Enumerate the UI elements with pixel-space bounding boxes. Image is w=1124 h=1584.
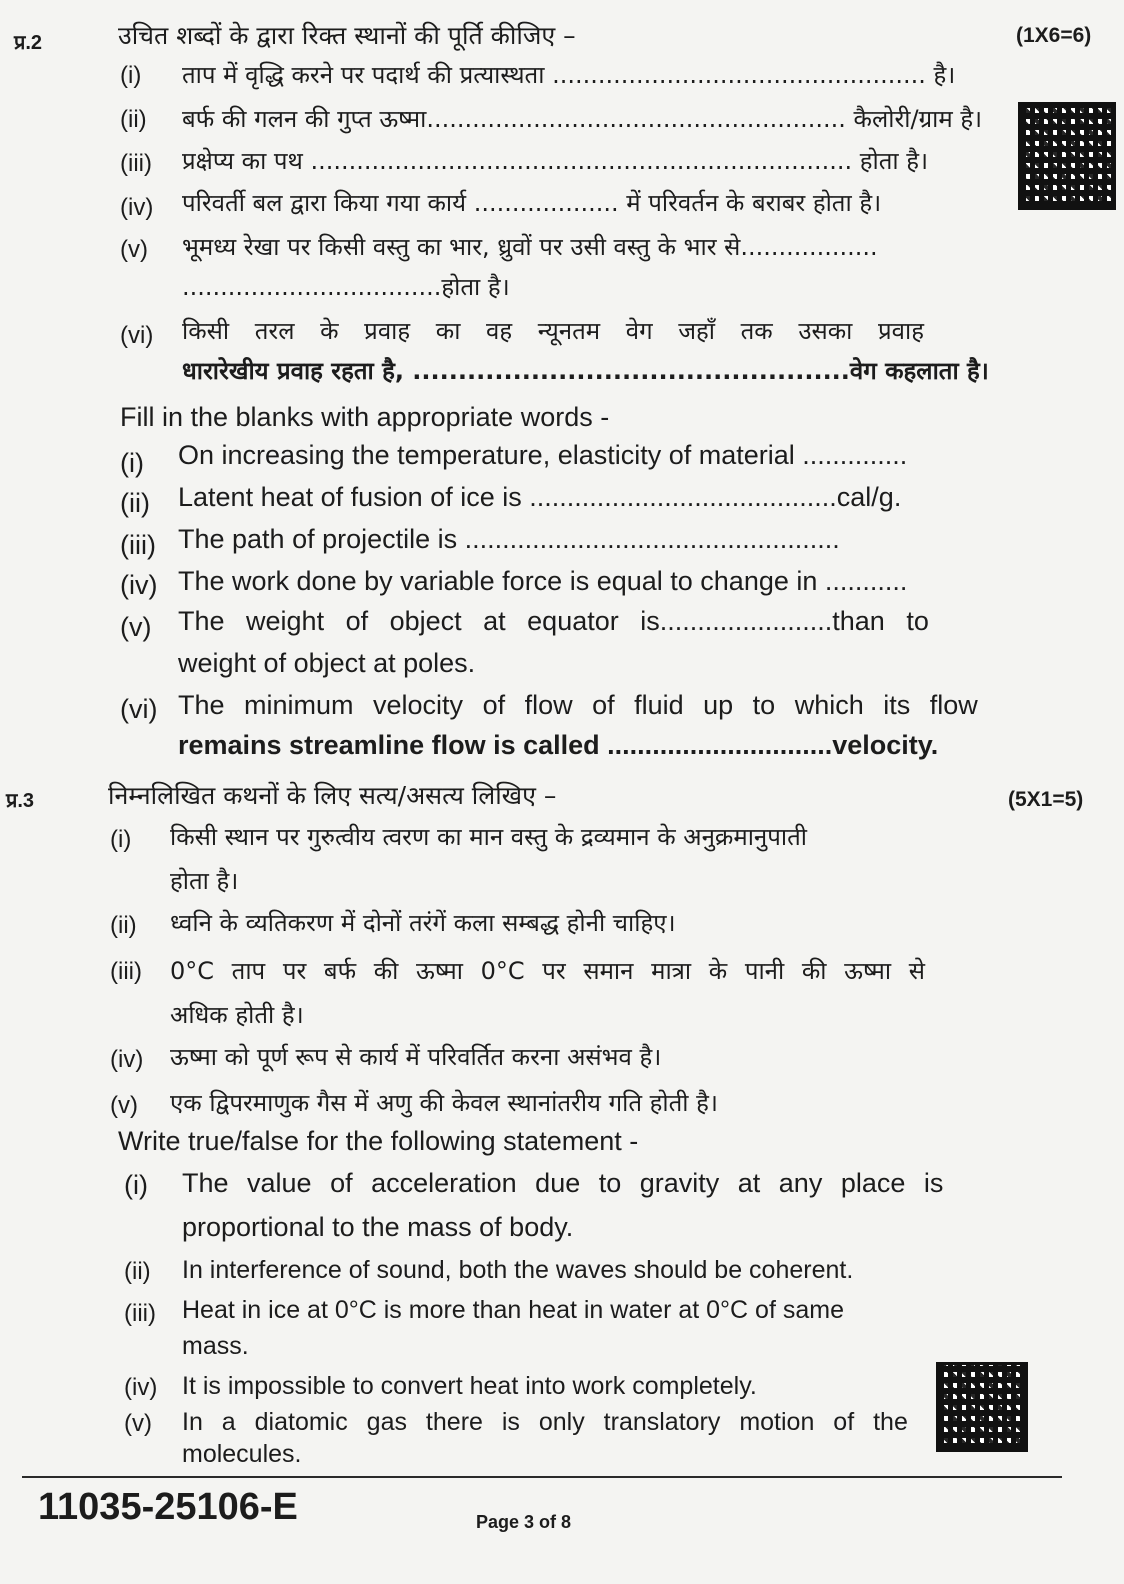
q2-en-item-num: (i) bbox=[120, 448, 144, 478]
q2-en-item-text: Latent heat of fusion of ice is .........................................cal/g. bbox=[178, 482, 902, 512]
q3-en-item-text: It is impossible to convert heat into work completely. bbox=[182, 1372, 757, 1400]
q2-title-hindi: उचित शब्दों के द्वारा रिक्त स्थानों की पूर्ति कीजिए – bbox=[118, 21, 576, 50]
q2-hi-item-num: (vi) bbox=[120, 322, 154, 349]
q2-hi-item-text: भूमध्य रेखा पर किसी वस्तु का भार, ध्रुवों पर उसी वस्तु के भार से.................. bbox=[182, 233, 878, 261]
q3-hi-item-text: किसी स्थान पर गुरुत्वीय त्वरण का मान वस्तु के द्रव्यमान के अनुक्रमानुपाती bbox=[170, 823, 807, 851]
q3-marks: (5X1=5) bbox=[1008, 788, 1084, 811]
q3-en-item-num: (iv) bbox=[124, 1374, 158, 1401]
q3-hi-item-text: एक द्विपरमाणुक गैस में अणु की केवल स्थानांतरीय गति होती है। bbox=[170, 1089, 718, 1117]
qr-code-icon bbox=[1018, 102, 1116, 210]
q3-en-item-continuation: proportional to the mass of body. bbox=[182, 1212, 574, 1242]
question-number-3: प्र.3 bbox=[6, 790, 35, 812]
q2-en-item-text: The work done by variable force is equal to change in ........... bbox=[178, 566, 908, 596]
q3-en-item-num: (v) bbox=[124, 1410, 152, 1437]
qr-code-icon bbox=[936, 1362, 1028, 1452]
q3-hi-item-continuation: अधिक होती है। bbox=[170, 1001, 304, 1029]
q3-hi-item-num: (iv) bbox=[110, 1046, 144, 1073]
q2-en-item-continuation: remains streamline flow is called ..............................velocity. bbox=[178, 730, 939, 760]
q3-en-item-text: Heat in ice at 0°C is more than heat in water at 0°C of same bbox=[182, 1296, 844, 1324]
q2-hi-item-num: (i) bbox=[120, 62, 142, 89]
q2-en-item-text: The path of projectile is .................................................. bbox=[178, 524, 840, 554]
q2-en-item-num: (iv) bbox=[120, 570, 158, 600]
q3-hi-item-num: (i) bbox=[110, 826, 132, 853]
q2-en-item-continuation: weight of object at poles. bbox=[178, 648, 476, 678]
q3-hi-item-text: ध्वनि के व्यतिकरण में दोनों तरंगें कला सम्बद्ध होनी चाहिए। bbox=[170, 909, 676, 937]
q2-hi-item-num: (iii) bbox=[120, 150, 152, 177]
q2-en-item-text: The weight of object at equator is.......................than to bbox=[178, 606, 929, 636]
q3-title-english: Write true/false for the following statement - bbox=[118, 1126, 639, 1156]
q2-hi-item-text: बर्फ की गलन की गुप्त ऊष्मा....................................................... कैलोरी/ग्राम है। bbox=[182, 105, 983, 133]
q2-en-item-text: The minimum velocity of flow of fluid up to which its flow bbox=[178, 690, 978, 720]
paper-code: 11035-25106-E bbox=[38, 1486, 298, 1528]
q2-hi-item-continuation: ..................................होता है। bbox=[182, 273, 510, 301]
q3-hi-item-num: (ii) bbox=[110, 912, 137, 939]
q2-hi-item-num: (ii) bbox=[120, 106, 147, 133]
q3-en-item-num: (iii) bbox=[124, 1300, 156, 1327]
q2-hi-item-num: (v) bbox=[120, 236, 148, 263]
q3-hi-item-text: 0°C ताप पर बर्फ की ऊष्मा 0°C पर समान मात्रा के पानी की ऊष्मा से bbox=[170, 957, 925, 985]
q2-title-english: Fill in the blanks with appropriate words - bbox=[120, 402, 610, 432]
q2-marks: (1X6=6) bbox=[1016, 24, 1092, 47]
q3-hi-item-text: ऊष्मा को पूर्ण रूप से कार्य में परिवर्तित करना असंभव है। bbox=[170, 1043, 662, 1071]
q3-en-item-num: (i) bbox=[124, 1170, 148, 1200]
question-number-2: प्र.2 bbox=[14, 32, 43, 54]
q3-en-item-text: In a diatomic gas there is only translatory motion of the bbox=[182, 1408, 908, 1436]
q2-en-item-num: (ii) bbox=[120, 488, 150, 518]
page-number: Page 3 of 8 bbox=[476, 1512, 572, 1532]
q3-en-item-text: In interference of sound, both the waves should be coherent. bbox=[182, 1256, 854, 1284]
q2-hi-item-num: (iv) bbox=[120, 194, 154, 221]
q2-hi-item-text: ताप में वृद्धि करने पर पदार्थ की प्रत्यास्थता ................................................. है। bbox=[182, 61, 956, 89]
q3-hi-item-num: (iii) bbox=[110, 958, 142, 985]
q2-hi-item-text: किसी तरल के प्रवाह का वह न्यूनतम वेग जहाँ तक उसका प्रवाह bbox=[182, 317, 924, 345]
q2-hi-item-text: परिवर्ती बल द्वारा किया गया कार्य ................... में परिवर्तन के बराबर होता है। bbox=[182, 189, 882, 217]
q2-hi-item-text: प्रक्षेप्य का पथ ....................................................................... होता है। bbox=[182, 147, 929, 175]
q3-title-hindi: निम्नलिखित कथनों के लिए सत्य/असत्य लिखिए – bbox=[108, 781, 557, 810]
q2-en-item-num: (iii) bbox=[120, 530, 156, 560]
q2-en-item-text: On increasing the temperature, elasticity of material .............. bbox=[178, 440, 908, 470]
q3-en-item-text: The value of acceleration due to gravity at any place is bbox=[182, 1168, 944, 1198]
q3-en-item-num: (ii) bbox=[124, 1258, 151, 1285]
q2-en-item-num: (v) bbox=[120, 612, 152, 642]
q2-en-item-num: (vi) bbox=[120, 694, 158, 724]
footer-rule bbox=[22, 1476, 1062, 1478]
q2-hi-item-continuation: धारारेखीय प्रवाह रहता है, ................................................वेग कहलाता है। bbox=[182, 357, 989, 385]
q3-en-item-continuation: mass. bbox=[182, 1332, 249, 1360]
q3-hi-item-continuation: होता है। bbox=[170, 867, 239, 895]
q3-hi-item-num: (v) bbox=[110, 1092, 138, 1119]
q3-en-item-continuation: molecules. bbox=[182, 1440, 302, 1468]
